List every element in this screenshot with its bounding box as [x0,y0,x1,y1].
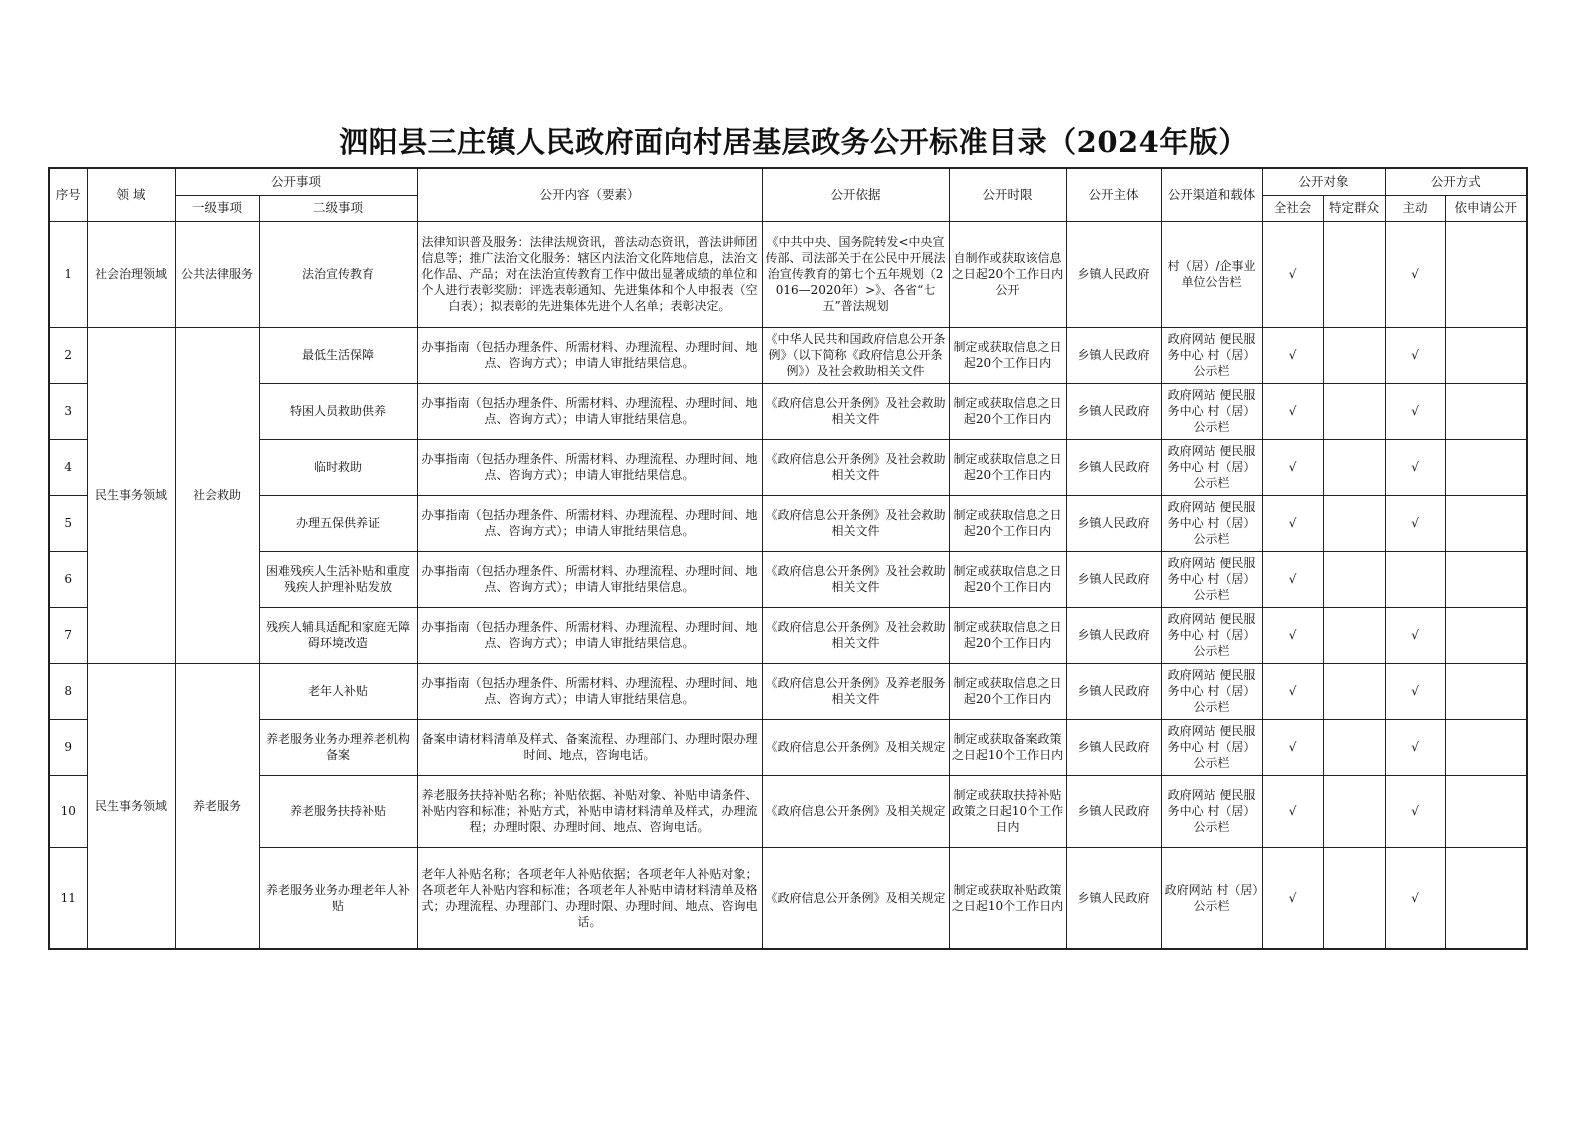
channel-cell: 政府网站 便民服务中心 村（居）公示栏 [1161,327,1262,383]
time-cell: 制定或获取信息之日起20个工作日内 [949,327,1066,383]
subject-cell: 乡镇人民政府 [1066,663,1161,719]
active-check: √ [1385,383,1445,439]
public-check: √ [1262,439,1323,495]
time-cell: 制定或获取信息之日起20个工作日内 [949,551,1066,607]
header-target: 公开对象 [1262,168,1385,195]
specific-check [1323,383,1385,439]
active-check: √ [1385,847,1445,949]
time-cell: 制定或获取信息之日起20个工作日内 [949,663,1066,719]
basis-cell: 《政府信息公开条例》及社会救助相关文件 [762,439,949,495]
header-public: 全社会 [1262,195,1323,221]
apply-check [1445,439,1527,495]
public-check: √ [1262,719,1323,775]
content-cell: 备案申请材料清单及样式、备案流程、办理部门、办理时限办理时间、地点，咨询电话。 [417,719,762,775]
level2-cell: 临时救助 [259,439,417,495]
basis-cell: 《政府信息公开条例》及养老服务相关文件 [762,663,949,719]
header-channel: 公开渠道和载体 [1161,168,1262,221]
row-no: 1 [49,221,87,327]
level2-cell: 养老服务扶持补贴 [259,775,417,847]
table-row [49,327,1527,383]
subject-cell: 乡镇人民政府 [1066,495,1161,551]
specific-check [1323,221,1385,327]
subject-cell: 乡镇人民政府 [1066,607,1161,663]
header-subject: 公开主体 [1066,168,1161,221]
active-check: √ [1385,221,1445,327]
content-cell: 老年人补贴名称；各项老年人补贴依据；各项老年人补贴对象；各项老年人补贴内容和标准；各项老年人补贴申请材料清单及格式；办理流程、办理部门、办理时限、办理时间、地点、咨询电话。 [417,847,762,949]
content-cell: 法律知识普及服务：法律法规资讯，普法动态资讯，普法讲师团信息等；推广法治文化服务：辖区内法治文化阵地信息，法治文化作品、产品；对在法治宣传教育工作中做出显著成绩的单位和个人进行表彰奖励：评选表彰通知、先进集体和个人申报表（空白表）；拟表彰的先进集体先进个人名单；表彰决定。 [417,221,762,327]
header-seq: 序号 [49,168,87,221]
specific-check [1323,439,1385,495]
content-cell: 办事指南（包括办理条件、所需材料、办理流程、办理时间、地点、咨询方式）；申请人审批结果信息。 [417,551,762,607]
header-apply: 依申请公开 [1445,195,1527,221]
time-cell: 制定或获取备案政策之日起10个工作日内 [949,719,1066,775]
row-no: 5 [49,495,87,551]
header-specific: 特定群众 [1323,195,1385,221]
level2-cell: 特困人员救助供养 [259,383,417,439]
basis-cell: 《政府信息公开条例》及社会救助相关文件 [762,383,949,439]
time-cell: 制定或获取补贴政策之日起10个工作日内 [949,847,1066,949]
specific-check [1323,495,1385,551]
table-row [49,719,1527,775]
channel-cell: 政府网站 便民服务中心 村（居）公示栏 [1161,551,1262,607]
basis-cell: 《政府信息公开条例》及社会救助相关文件 [762,607,949,663]
header-content: 公开内容（要素） [417,168,762,221]
apply-check [1445,663,1527,719]
subject-cell: 乡镇人民政府 [1066,847,1161,949]
subject-cell: 乡镇人民政府 [1066,719,1161,775]
specific-check [1323,551,1385,607]
active-check: √ [1385,719,1445,775]
table-row [49,607,1527,663]
active-check: √ [1385,495,1445,551]
content-cell: 办事指南（包括办理条件、所需材料、办理流程、办理时间、地点、咨询方式）；申请人审批结果信息。 [417,327,762,383]
table-row [49,847,1527,949]
active-check: √ [1385,663,1445,719]
apply-check [1445,221,1527,327]
domain-cell: 民生事务领域 [87,663,175,949]
channel-cell: 政府网站 村（居）公示栏 [1161,847,1262,949]
public-check: √ [1262,663,1323,719]
catalog-table [48,167,1528,950]
time-cell: 自制作或获取该信息之日起20个工作日内公开 [949,221,1066,327]
content-cell: 办事指南（包括办理条件、所需材料、办理流程、办理时间、地点、咨询方式）；申请人审批结果信息。 [417,495,762,551]
header-method: 公开方式 [1385,168,1527,195]
specific-check [1323,663,1385,719]
basis-cell: 《政府信息公开条例》及相关规定 [762,775,949,847]
apply-check [1445,327,1527,383]
time-cell: 制定或获取信息之日起20个工作日内 [949,495,1066,551]
level1-cell: 养老服务 [175,663,259,949]
channel-cell: 政府网站 便民服务中心 村（居）公示栏 [1161,383,1262,439]
active-check: √ [1385,775,1445,847]
time-cell: 制定或获取信息之日起20个工作日内 [949,439,1066,495]
header-active: 主动 [1385,195,1445,221]
header-domain: 领 域 [87,168,175,221]
level2-cell: 养老服务业务办理老年人补贴 [259,847,417,949]
content-cell: 养老服务扶持补贴名称；补贴依据、补贴对象、补贴申请条件、补贴内容和标准；补贴方式，补贴申请材料清单及样式，办理流程；办理时限、办理时间、地点、咨询电话。 [417,775,762,847]
row-no: 3 [49,383,87,439]
level2-cell: 残疾人辅具适配和家庭无障碍环境改造 [259,607,417,663]
apply-check [1445,847,1527,949]
basis-cell: 《政府信息公开条例》及相关规定 [762,719,949,775]
public-check: √ [1262,383,1323,439]
content-cell: 办事指南（包括办理条件、所需材料、办理流程、办理时间、地点、咨询方式）；申请人审批结果信息。 [417,663,762,719]
content-cell: 办事指南（包括办理条件、所需材料、办理流程、办理时间、地点、咨询方式）；申请人审批结果信息。 [417,439,762,495]
table-row [49,383,1527,439]
active-check [1385,551,1445,607]
public-check: √ [1262,607,1323,663]
basis-cell: 《中华人民共和国政府信息公开条例》（以下简称《政府信息公开条例》）及社会救助相关文件 [762,327,949,383]
apply-check [1445,607,1527,663]
basis-cell: 《政府信息公开条例》及相关规定 [762,847,949,949]
basis-cell: 《中共中央、国务院转发<中央宣传部、司法部关于在公民中开展法治宣传教育的第七个五年规划（2016—2020年）>》、各省“七五”普法规划 [762,221,949,327]
apply-check [1445,775,1527,847]
time-cell: 制定或获取扶持补贴政策之日起10个工作日内 [949,775,1066,847]
row-no: 4 [49,439,87,495]
specific-check [1323,719,1385,775]
level2-cell: 养老服务业务办理养老机构备案 [259,719,417,775]
active-check: √ [1385,439,1445,495]
level1-cell: 社会救助 [175,327,259,663]
subject-cell: 乡镇人民政府 [1066,327,1161,383]
header-level2: 二级事项 [259,195,417,221]
public-check: √ [1262,847,1323,949]
row-no: 2 [49,327,87,383]
specific-check [1323,607,1385,663]
table-row [49,551,1527,607]
channel-cell: 政府网站 便民服务中心 村（居）公示栏 [1161,607,1262,663]
time-cell: 制定或获取信息之日起20个工作日内 [949,607,1066,663]
apply-check [1445,551,1527,607]
subject-cell: 乡镇人民政府 [1066,775,1161,847]
row-no: 8 [49,663,87,719]
page-title: 泗阳县三庄镇人民政府面向村居基层政务公开标准目录（2024年版） [339,125,1248,159]
level2-cell: 困难残疾人生活补贴和重度残疾人护理补贴发放 [259,551,417,607]
subject-cell: 乡镇人民政府 [1066,551,1161,607]
level2-cell: 老年人补贴 [259,663,417,719]
table-row [49,663,1527,719]
active-check: √ [1385,327,1445,383]
channel-cell: 政府网站 便民服务中心 村（居）公示栏 [1161,495,1262,551]
channel-cell: 政府网站 便民服务中心 村（居）公示栏 [1161,719,1262,775]
header-time: 公开时限 [949,168,1066,221]
public-check: √ [1262,221,1323,327]
level2-cell: 最低生活保障 [259,327,417,383]
channel-cell: 村（居）/企事业单位公告栏 [1161,221,1262,327]
row-no: 11 [49,847,87,949]
level1-cell: 公共法律服务 [175,221,259,327]
header-basis: 公开依据 [762,168,949,221]
active-check: √ [1385,607,1445,663]
subject-cell: 乡镇人民政府 [1066,439,1161,495]
header-matters: 公开事项 [175,168,417,195]
public-check: √ [1262,551,1323,607]
public-check: √ [1262,775,1323,847]
row-no: 6 [49,551,87,607]
basis-cell: 《政府信息公开条例》及社会救助相关文件 [762,551,949,607]
row-no: 7 [49,607,87,663]
domain-cell: 社会治理领域 [87,221,175,327]
channel-cell: 政府网站 便民服务中心 村（居）公示栏 [1161,663,1262,719]
basis-cell: 《政府信息公开条例》及社会救助相关文件 [762,495,949,551]
domain-cell: 民生事务领域 [87,327,175,663]
channel-cell: 政府网站 便民服务中心 村（居）公示栏 [1161,775,1262,847]
row-no: 10 [49,775,87,847]
apply-check [1445,719,1527,775]
subject-cell: 乡镇人民政府 [1066,221,1161,327]
level2-cell: 法治宣传教育 [259,221,417,327]
specific-check [1323,327,1385,383]
header-level1: 一级事项 [175,195,259,221]
content-cell: 办事指南（包括办理条件、所需材料、办理流程、办理时间、地点、咨询方式）；申请人审批结果信息。 [417,383,762,439]
public-check: √ [1262,327,1323,383]
table-row [49,495,1527,551]
level2-cell: 办理五保供养证 [259,495,417,551]
table-row [49,775,1527,847]
specific-check [1323,847,1385,949]
content-cell: 办事指南（包括办理条件、所需材料、办理流程、办理时间、地点、咨询方式）；申请人审批结果信息。 [417,607,762,663]
public-check: √ [1262,495,1323,551]
apply-check [1445,383,1527,439]
table-row [49,439,1527,495]
subject-cell: 乡镇人民政府 [1066,383,1161,439]
time-cell: 制定或获取信息之日起20个工作日内 [949,383,1066,439]
table-row [49,221,1527,327]
specific-check [1323,775,1385,847]
channel-cell: 政府网站 便民服务中心 村（居）公示栏 [1161,439,1262,495]
apply-check [1445,495,1527,551]
row-no: 9 [49,719,87,775]
